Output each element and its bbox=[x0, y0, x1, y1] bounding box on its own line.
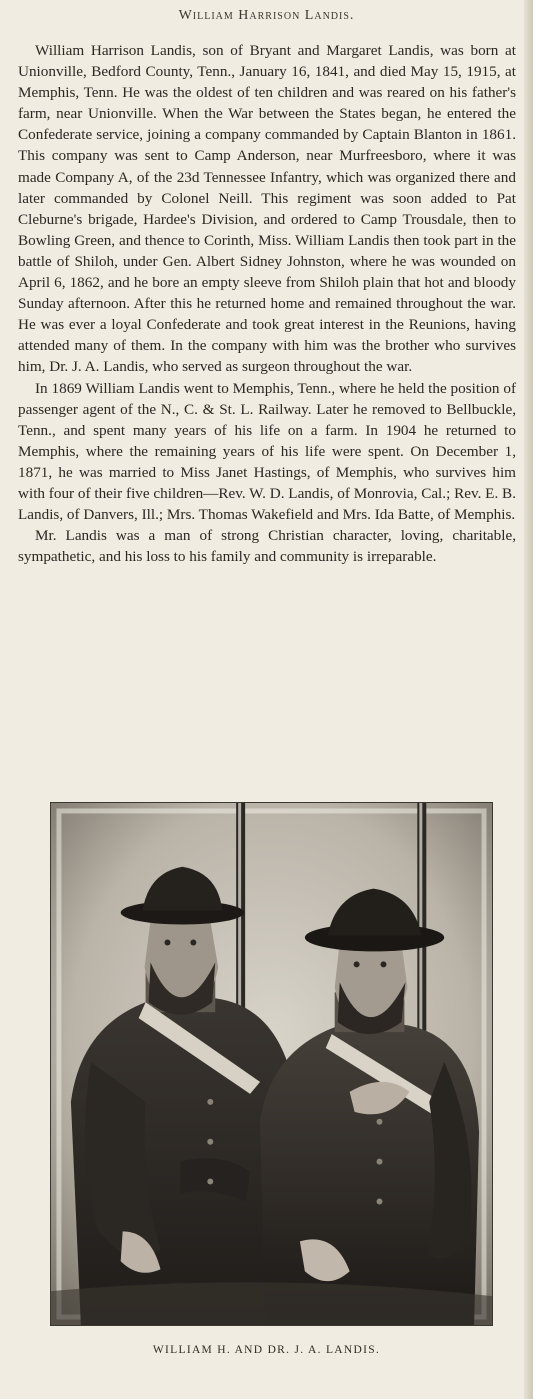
paragraph-3: Mr. Landis was a man of strong Christian character, loving, charitable, sympathetic, and his loss to his family and community is irreparable. bbox=[18, 527, 516, 566]
paragraph-1: William Harrison Landis, son of Bryant and Margaret Landis, was born at Unionville, Bedford County, Tenn., January 16, 1841, and died May 15, 1915, at Memphis, Tenn. He was the oldest of ten children and was reared on his father's farm, near Unionville. When the War between the States began, he entered the Confederate service, joining a company commanded by Captain Blanton in 1861. This company was sent to Camp Anderson, near Murfreesboro, where it was made Company A, of the 23d Tennessee Infantry, which was organized there and later commanded by Colonel Neill. This regiment was soon added to Pat Cleburne's brigade, Hardee's Division, and ordered to Camp Trousdale, then to Bowling Green, and thence to Corinth, Miss. William Landis then took part in the battle of Shiloh, under Gen. Albert Sidney Johnston, where he was wounded on April 6, 1862, and he bore an empty sleeve from Shiloh plain that hot and bloody Sunday afternoon. After this he returned home and remained throughout the war. He was ever a loyal Confederate and took great interest in the Reunions, having attended many of them. In the company with him was the brother who survives him, Dr. J. A. Landis, who served as surgeon throughout the war. bbox=[18, 42, 516, 376]
photo-caption: WILLIAM H. AND DR. J. A. LANDIS. bbox=[152, 1344, 381, 1356]
running-header: William Harrison Landis. bbox=[178, 8, 355, 23]
article-body bbox=[18, 40, 516, 567]
paragraph-2: In 1869 William Landis went to Memphis, Tenn., where he held the position of passenger agent of the N., C. & St. L. Railway. Later he removed to Bellbuckle, Tenn., and spent many years of his life on a farm. In 1904 he returned to Memphis, where the remaining years of his life were spent. On December 1, 1871, he was married to Miss Janet Hastings, of Memphis, who survives him with four of their five children—Rev. W. D. Landis, of Monrovia, Cal.; Rev. E. B. Landis, of Danvers, Ill.; Mrs. Thomas Wakefield and Mrs. Ida Batte, of Memphis. bbox=[18, 379, 516, 524]
portrait-illustration bbox=[51, 803, 492, 1325]
portrait-photograph bbox=[50, 802, 493, 1326]
page-edge-shadow bbox=[524, 0, 533, 1399]
